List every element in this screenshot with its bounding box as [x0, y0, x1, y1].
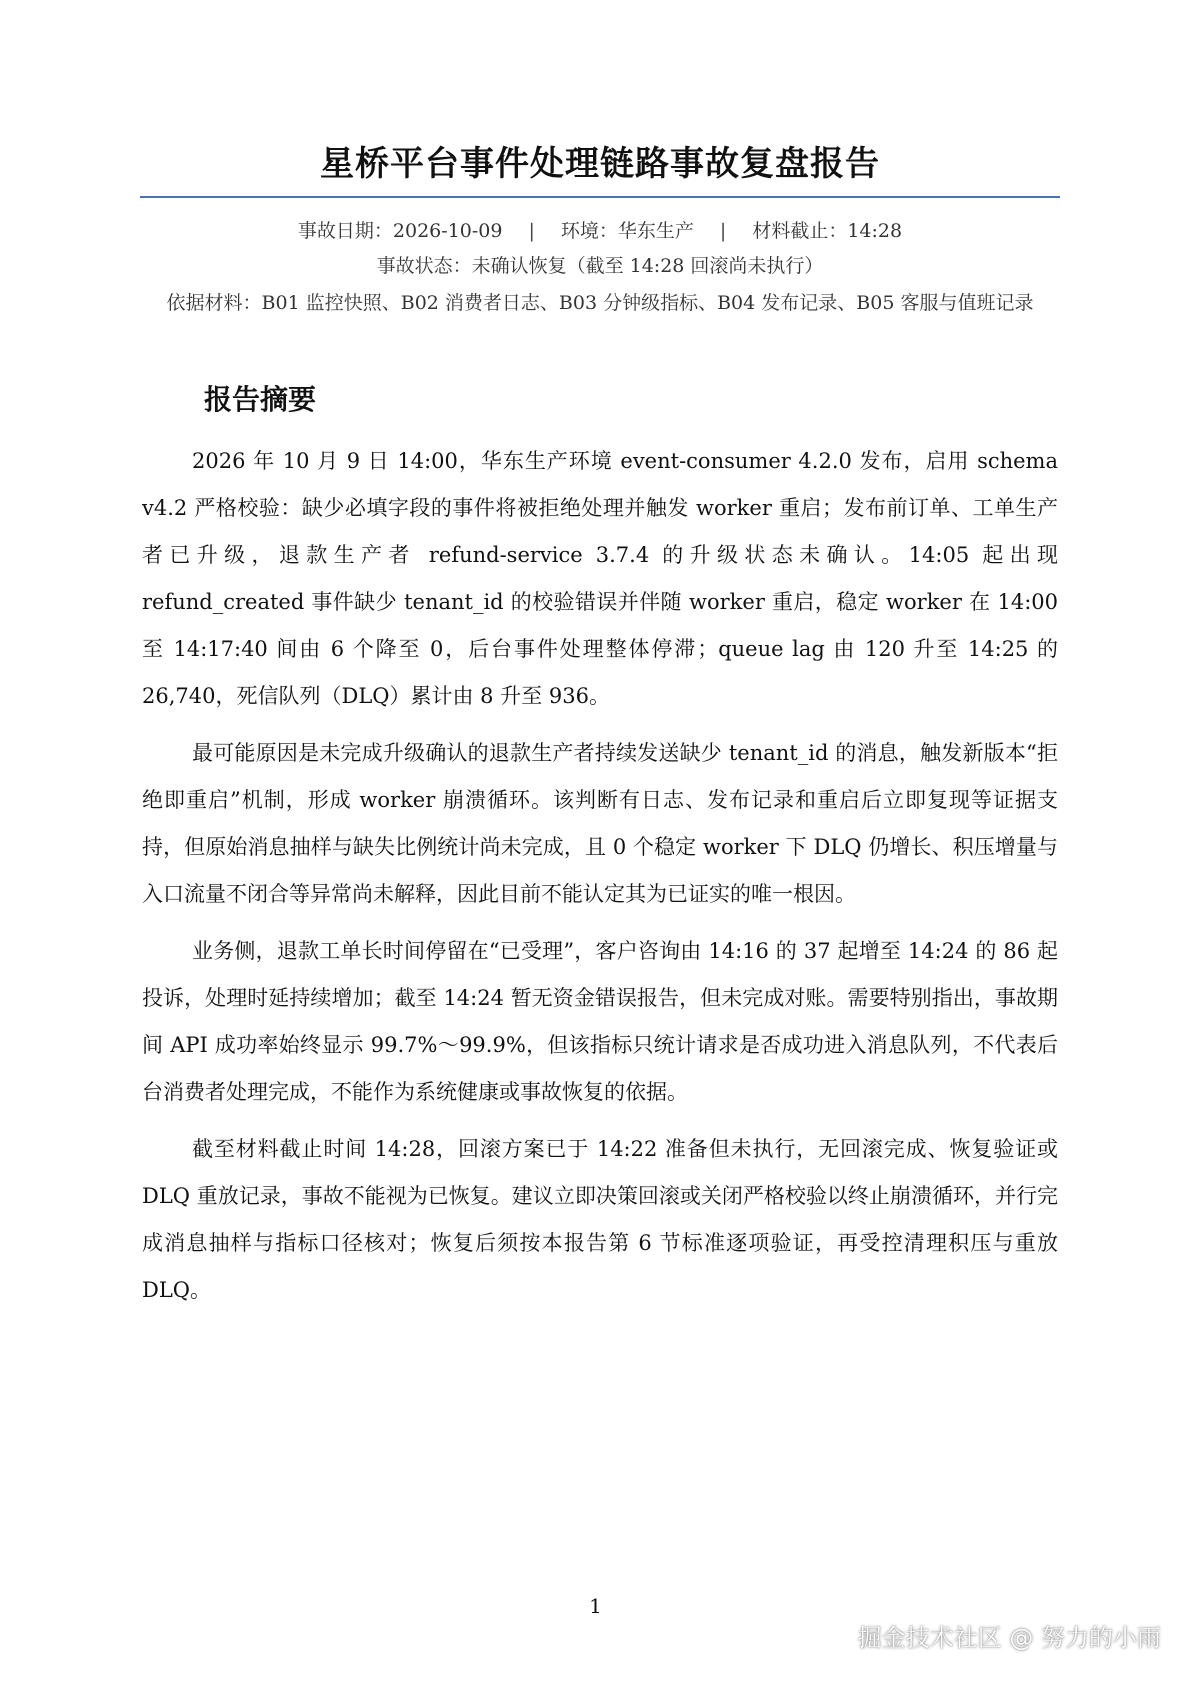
- meta-line-primary: [140, 214, 1060, 248]
- watermark: 掘金技术社区 @ 努力的小雨: [857, 1624, 1161, 1652]
- source-materials: 依据材料：B01 监控快照、B02 消费者日志、B03 分钟级指标、B04 发布记录、B05 客服与值班记录: [166, 292, 1034, 314]
- summary-body: [142, 438, 1058, 1324]
- summary-paragraph: 最可能原因是未完成升级确认的退款生产者持续发送缺少 tenant_id 的消息，触发新版本“拒绝即重启”机制，形成 worker 崩溃循环。该判断有日志、发布记录和重启后立即复现等证据支持，但原始消息抽样与缺失比例统计尚未完成，且 0 个稳定 worker 下 DLQ 仍增长、积压增量与入口流量不闭合等异常尚未解释，因此目前不能认定其为已证实的唯一根因。: [142, 741, 1058, 906]
- meta-separator: |: [528, 220, 535, 242]
- summary-paragraph: 业务侧，退款工单长时间停留在“已受理”，客户咨询由 14:16 的 37 起增至 14:24 的 86 起投诉，处理时延持续增加；截至 14:24 暂无资金错误报告，但未完成对账。需要特别指出，事故期间 API 成功率始终显示 99.7%～99.9%，但该指标只统计请求是否成功进入消息队列，不代表后台消费者处理完成，不能作为系统健康或事故恢复的依据。: [142, 939, 1058, 1104]
- section-heading-summary: 报告摘要: [204, 383, 317, 416]
- page-number: 1: [589, 1594, 602, 1618]
- material-cutoff: 材料截止：14:28: [752, 220, 903, 242]
- report-title: 星桥平台事件处理链路事故复盘报告: [320, 144, 880, 184]
- environment: 环境：华东生产: [560, 220, 694, 242]
- summary-paragraph: 截至材料截止时间 14:28，回滚方案已于 14:22 准备但未执行，无回滚完成、恢复验证或 DLQ 重放记录，事故不能视为已恢复。建议立即决策回滚或关闭严格校验以终止崩溃循环，并行完成消息抽样与指标口径核对；恢复后须按本报告第 6 节标准逐项验证，再受控清理积压与重放 DLQ。: [142, 1137, 1058, 1302]
- title-divider: [140, 196, 1060, 198]
- incident-date: 事故日期：2026-10-09: [297, 220, 503, 242]
- summary-paragraph: 2026 年 10 月 9 日 14:00，华东生产环境 event-consumer 4.2.0 发布，启用 schema v4.2 严格校验：缺少必填字段的事件将被拒绝处理并触发 worker 重启；发布前订单、工单生产者已升级，退款生产者 refund-service 3.7.4 的升级状态未确认。14:05 起出现 refund_created 事件缺少 tenant_id 的校验错误并伴随 worker 重启，稳定 worker 在 14:00 至 14:17:40 间由 6 个降至 0，后台事件处理整体停滞；queue lag 由 120 升至 14:25 的 26,740，死信队列（DLQ）累计由 8 升至 936。: [142, 449, 1058, 708]
- incident-status: 事故状态：未确认恢复（截至 14:28 回滚尚未执行）: [376, 255, 824, 277]
- meta-separator: |: [719, 220, 727, 242]
